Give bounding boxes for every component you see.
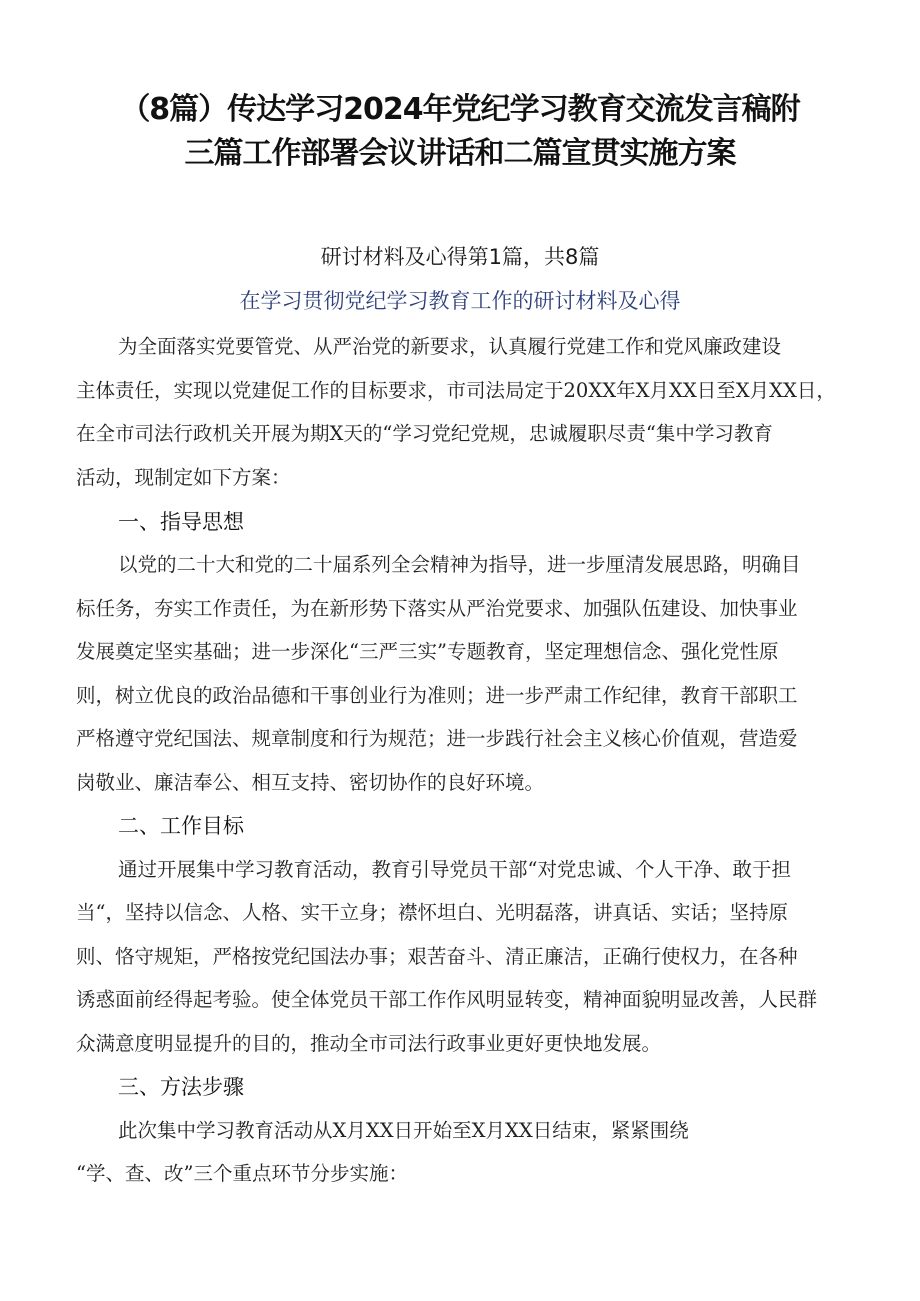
paragraph-line: 此次集中学习教育活动从X月XX日开始至X月XX日结束，紧紧围绕 (118, 1119, 689, 1142)
paragraph-line: 当“，坚持以信念、人格、实干立身；襟怀坦白、光明磊落，讲真话、实话；坚持原 (76, 901, 788, 924)
section-heading-guiding-thought: 一、指导思想 (118, 510, 244, 534)
paragraph-line: 活动，现制定如下方案： (76, 466, 291, 489)
paragraph-line: 主体责任，实现以党建促工作的目标要求，市司法局定于20XX年X月XX日至X月XX日， (76, 379, 836, 402)
section-heading-method-steps: 三、方法步骤 (118, 1075, 244, 1099)
section-counter: 研讨材料及心得第1篇，共8篇 (320, 245, 600, 269)
paragraph-line: 发展奠定坚实基础；进一步深化“三严三实”专题教育，坚定理想信念、强化党性原 (76, 640, 779, 663)
paragraph-line: 严格遵守党纪国法、规章制度和行为规范；进一步践行社会主义核心价值观，营造爱 (76, 727, 798, 750)
paragraph-line: 为全面落实党要管党、从严治党的新要求，认真履行党建工作和党风廉政建设 (118, 335, 782, 358)
section-heading-work-goals: 二、工作目标 (118, 814, 244, 838)
paragraph-line: 则，树立优良的政治品德和干事创业行为准则；进一步严肃工作纪律，教育干部职工 (76, 684, 798, 707)
paragraph-line: 众满意度明显提升的目的，推动全市司法行政事业更好更快地发展。 (76, 1032, 662, 1055)
section-subtitle: 在学习贯彻党纪学习教育工作的研讨材料及心得 (239, 289, 681, 313)
document-title-line-1: （8篇）传达学习2024年党纪学习教育交流发言稿附 (120, 92, 800, 127)
paragraph-line: 通过开展集中学习教育活动，教育引导党员干部“对党忠诚、个人干净、敢于担 (118, 858, 791, 881)
paragraph-line: 诱惑面前经得起考验。使全体党员干部工作作风明显转变，精神面貌明显改善，人民群 (76, 988, 818, 1011)
document-title-line-2: 三篇工作部署会议讲话和二篇宣贯实施方案 (184, 136, 736, 171)
paragraph-line: “学、查、改”三个重点环节分步实施： (76, 1162, 408, 1185)
paragraph-line: 以党的二十大和党的二十届系列全会精神为指导，进一步厘清发展思路，明确目 (118, 553, 801, 576)
paragraph-line: 则、恪守规矩，严格按党纪国法办事；艰苦奋斗、清正廉洁，正确行使权力，在各种 (76, 945, 798, 968)
paragraph-line: 标任务，夯实工作责任，为在新形势下落实从严治党要求、加强队伍建设、加快事业 (76, 597, 798, 620)
paragraph-line: 岗敬业、廉洁奉公、相互支持、密切协作的良好环境。 (76, 771, 545, 794)
paragraph-line: 在全市司法行政机关开展为期X天的“学习党纪党规，忠诚履职尽责“集中学习教育 (76, 422, 773, 445)
